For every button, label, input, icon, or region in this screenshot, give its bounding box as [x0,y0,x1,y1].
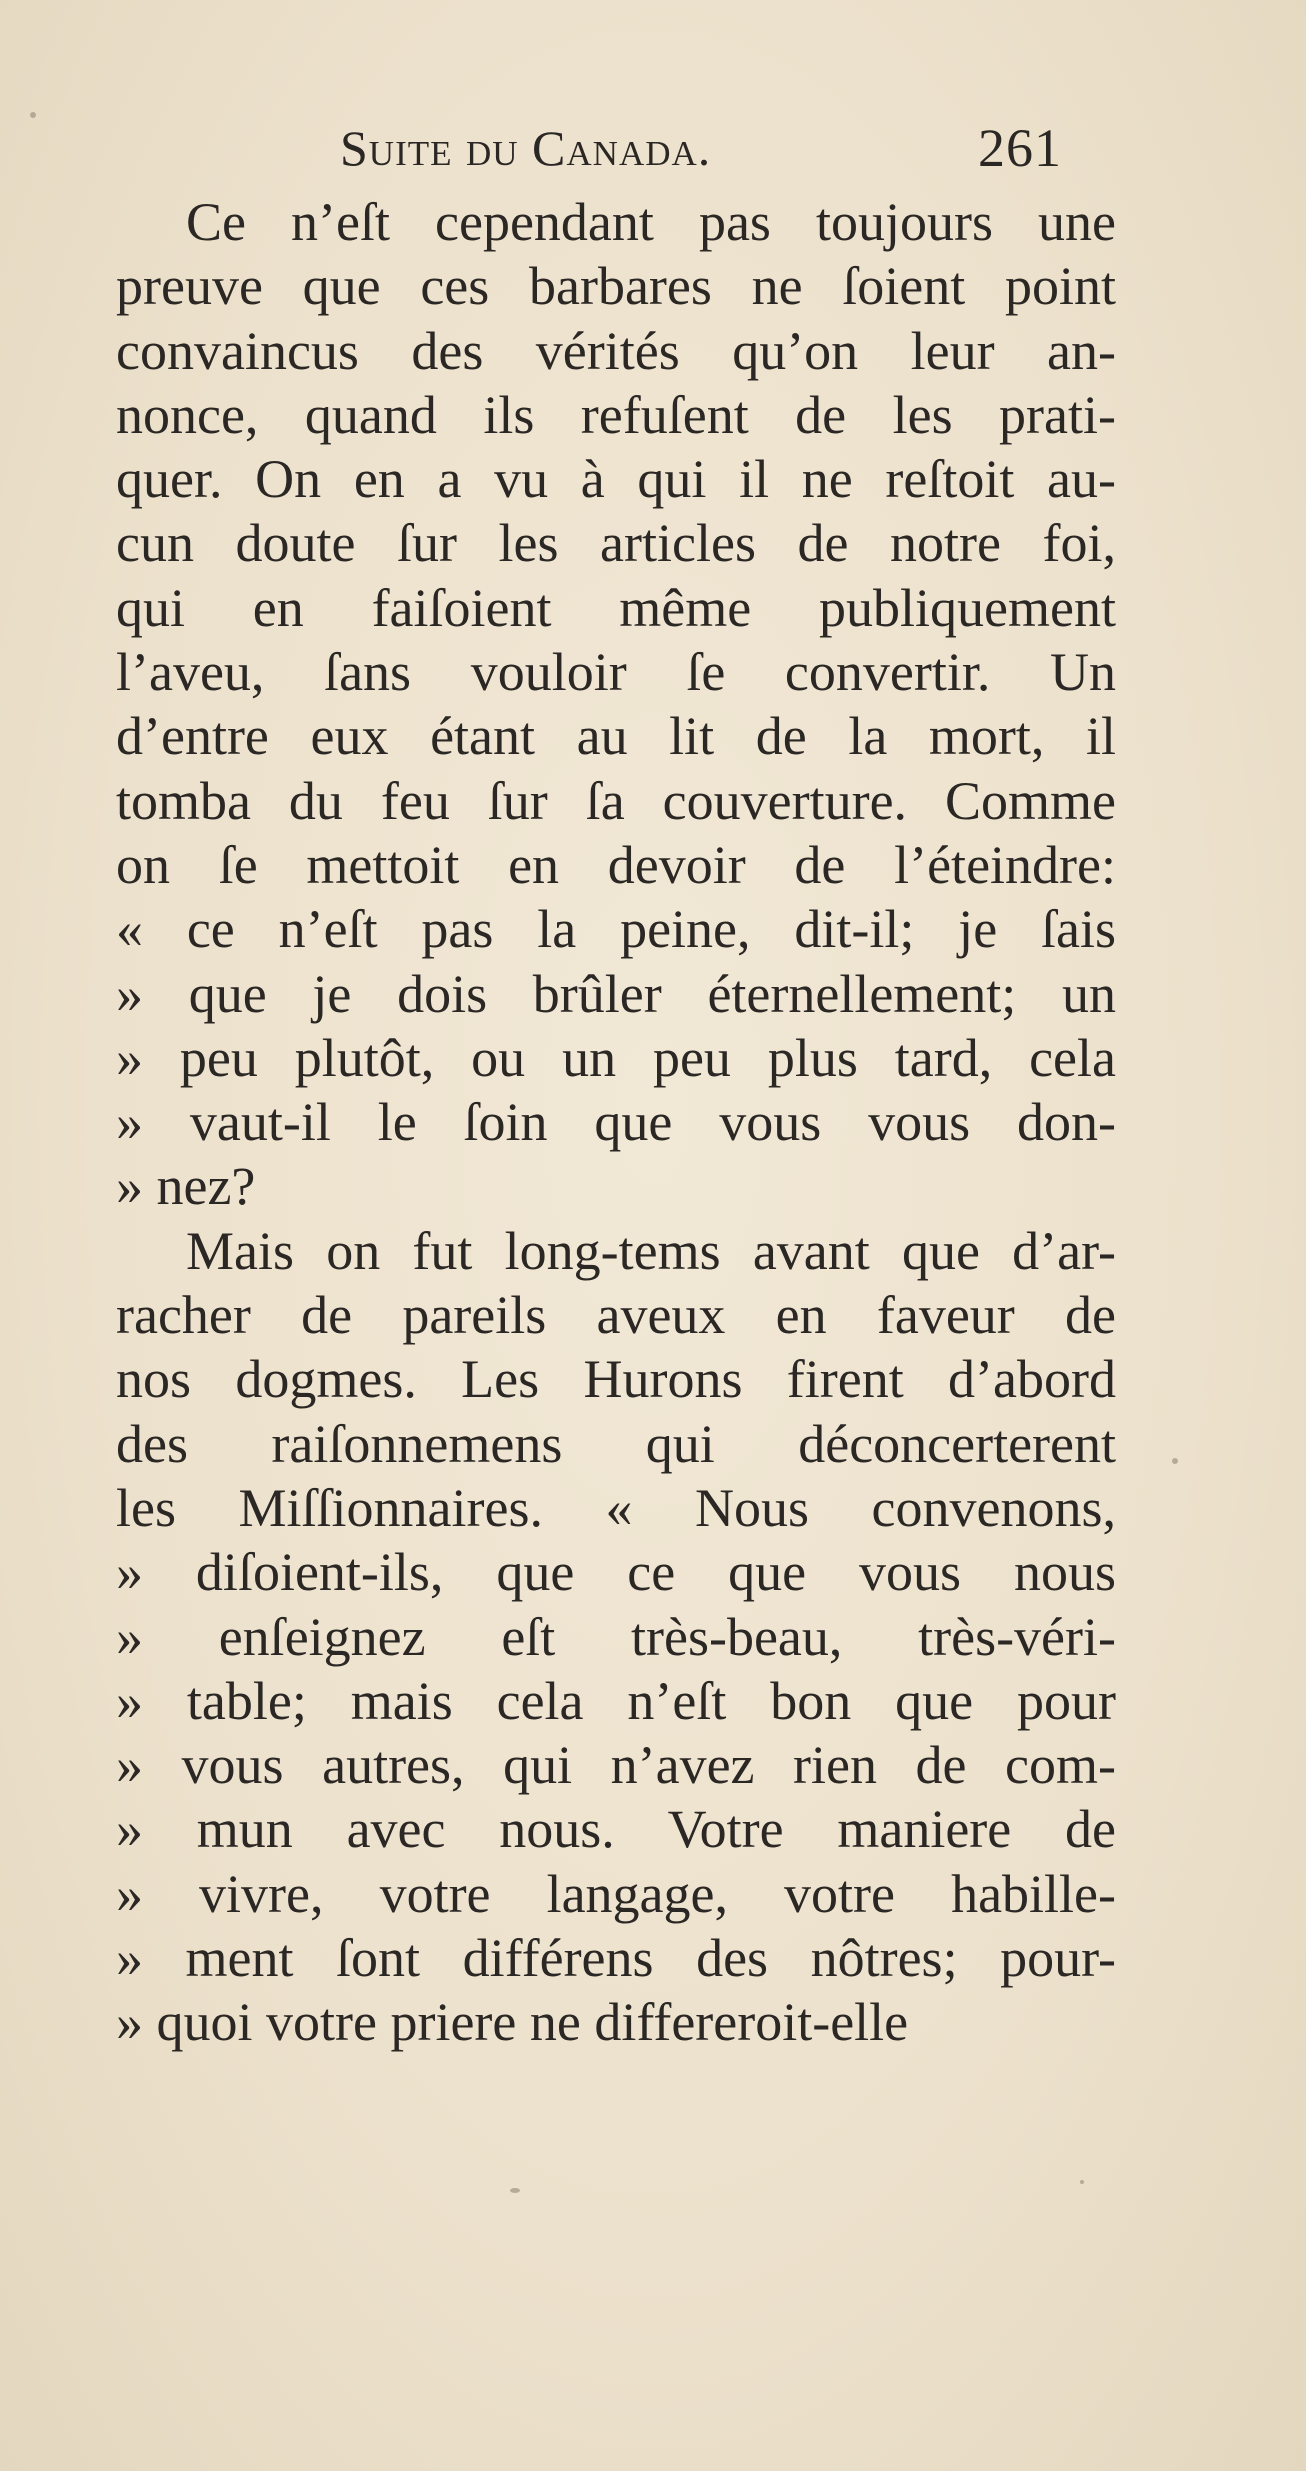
text-line: » vaut-il le ſoin que vous vous don- [116,1092,1116,1153]
text-line: » table; mais cela n’eſt bon que pour [116,1670,1116,1731]
ink-speck [510,2188,520,2193]
body-text [116,190,1116,2055]
text-line: » vivre, votre langage, votre habille- [116,1863,1116,1924]
text-line: preuve que ces barbares ne ſoient point [116,256,1116,317]
text-line: » peu plutôt, ou un peu plus tard, cela [116,1027,1116,1088]
text-line: racher de pareils aveux en faveur de [116,1285,1116,1346]
text-line: tomba du feu ſur ſa couverture. Comme [116,770,1116,831]
text-line: qui en faiſoient même publiquement [116,577,1116,638]
ink-speck [1080,2180,1084,2184]
text-line: Ce n’eſt cependant pas toujours une [186,192,1116,252]
text-line: » enſeignez eſt très-beau, très-véri- [116,1606,1116,1667]
text-line: « ce n’eſt pas la peine, dit-il; je ſais [116,899,1116,960]
text-line: on ſe mettoit en devoir de l’éteindre: [116,834,1116,895]
text-line: convaincus des vérités qu’on leur an- [116,320,1116,381]
text-line: » quoi votre priere ne differeroit-elle [116,1992,909,2053]
running-title: Suite du Canada. [340,120,712,176]
text-line: d’entre eux étant au lit de la mort, il [116,706,1116,767]
text-line: » ment ſont différens des nôtres; pour- [116,1928,1116,1989]
text-line: » diſoient-ils, que ce que vous nous [116,1542,1116,1603]
text-line: les Miſſionnaires. « Nous convenons, [116,1477,1116,1538]
text-line: Mais on fut long-tems avant que d’ar- [186,1220,1116,1281]
text-line: » mun avec nous. Votre maniere de [116,1799,1116,1860]
page-number: 261 [978,118,1062,178]
text-line: quer. On en a vu à qui il ne reſtoit au- [116,449,1116,510]
text-line: des raiſonnemens qui déconcerterent [116,1413,1116,1474]
running-header [330,118,1130,178]
ink-speck [30,112,36,118]
paragraph [116,1219,1116,2055]
paragraph [116,190,1116,1219]
text-line: » vous autres, qui n’avez rien de com- [116,1735,1116,1796]
text-line: » nez? [116,1156,256,1217]
text-line: » que je dois brûler éternellement; un [116,963,1116,1024]
ink-speck [1172,1458,1178,1464]
text-line: nos dogmes. Les Hurons firent d’abord [116,1349,1116,1410]
text-line: l’aveu, ſans vouloir ſe convertir. Un [116,642,1116,703]
text-line: cun doute ſur les articles de notre foi, [116,513,1116,574]
text-line: nonce, quand ils refuſent de les prati- [116,384,1116,445]
